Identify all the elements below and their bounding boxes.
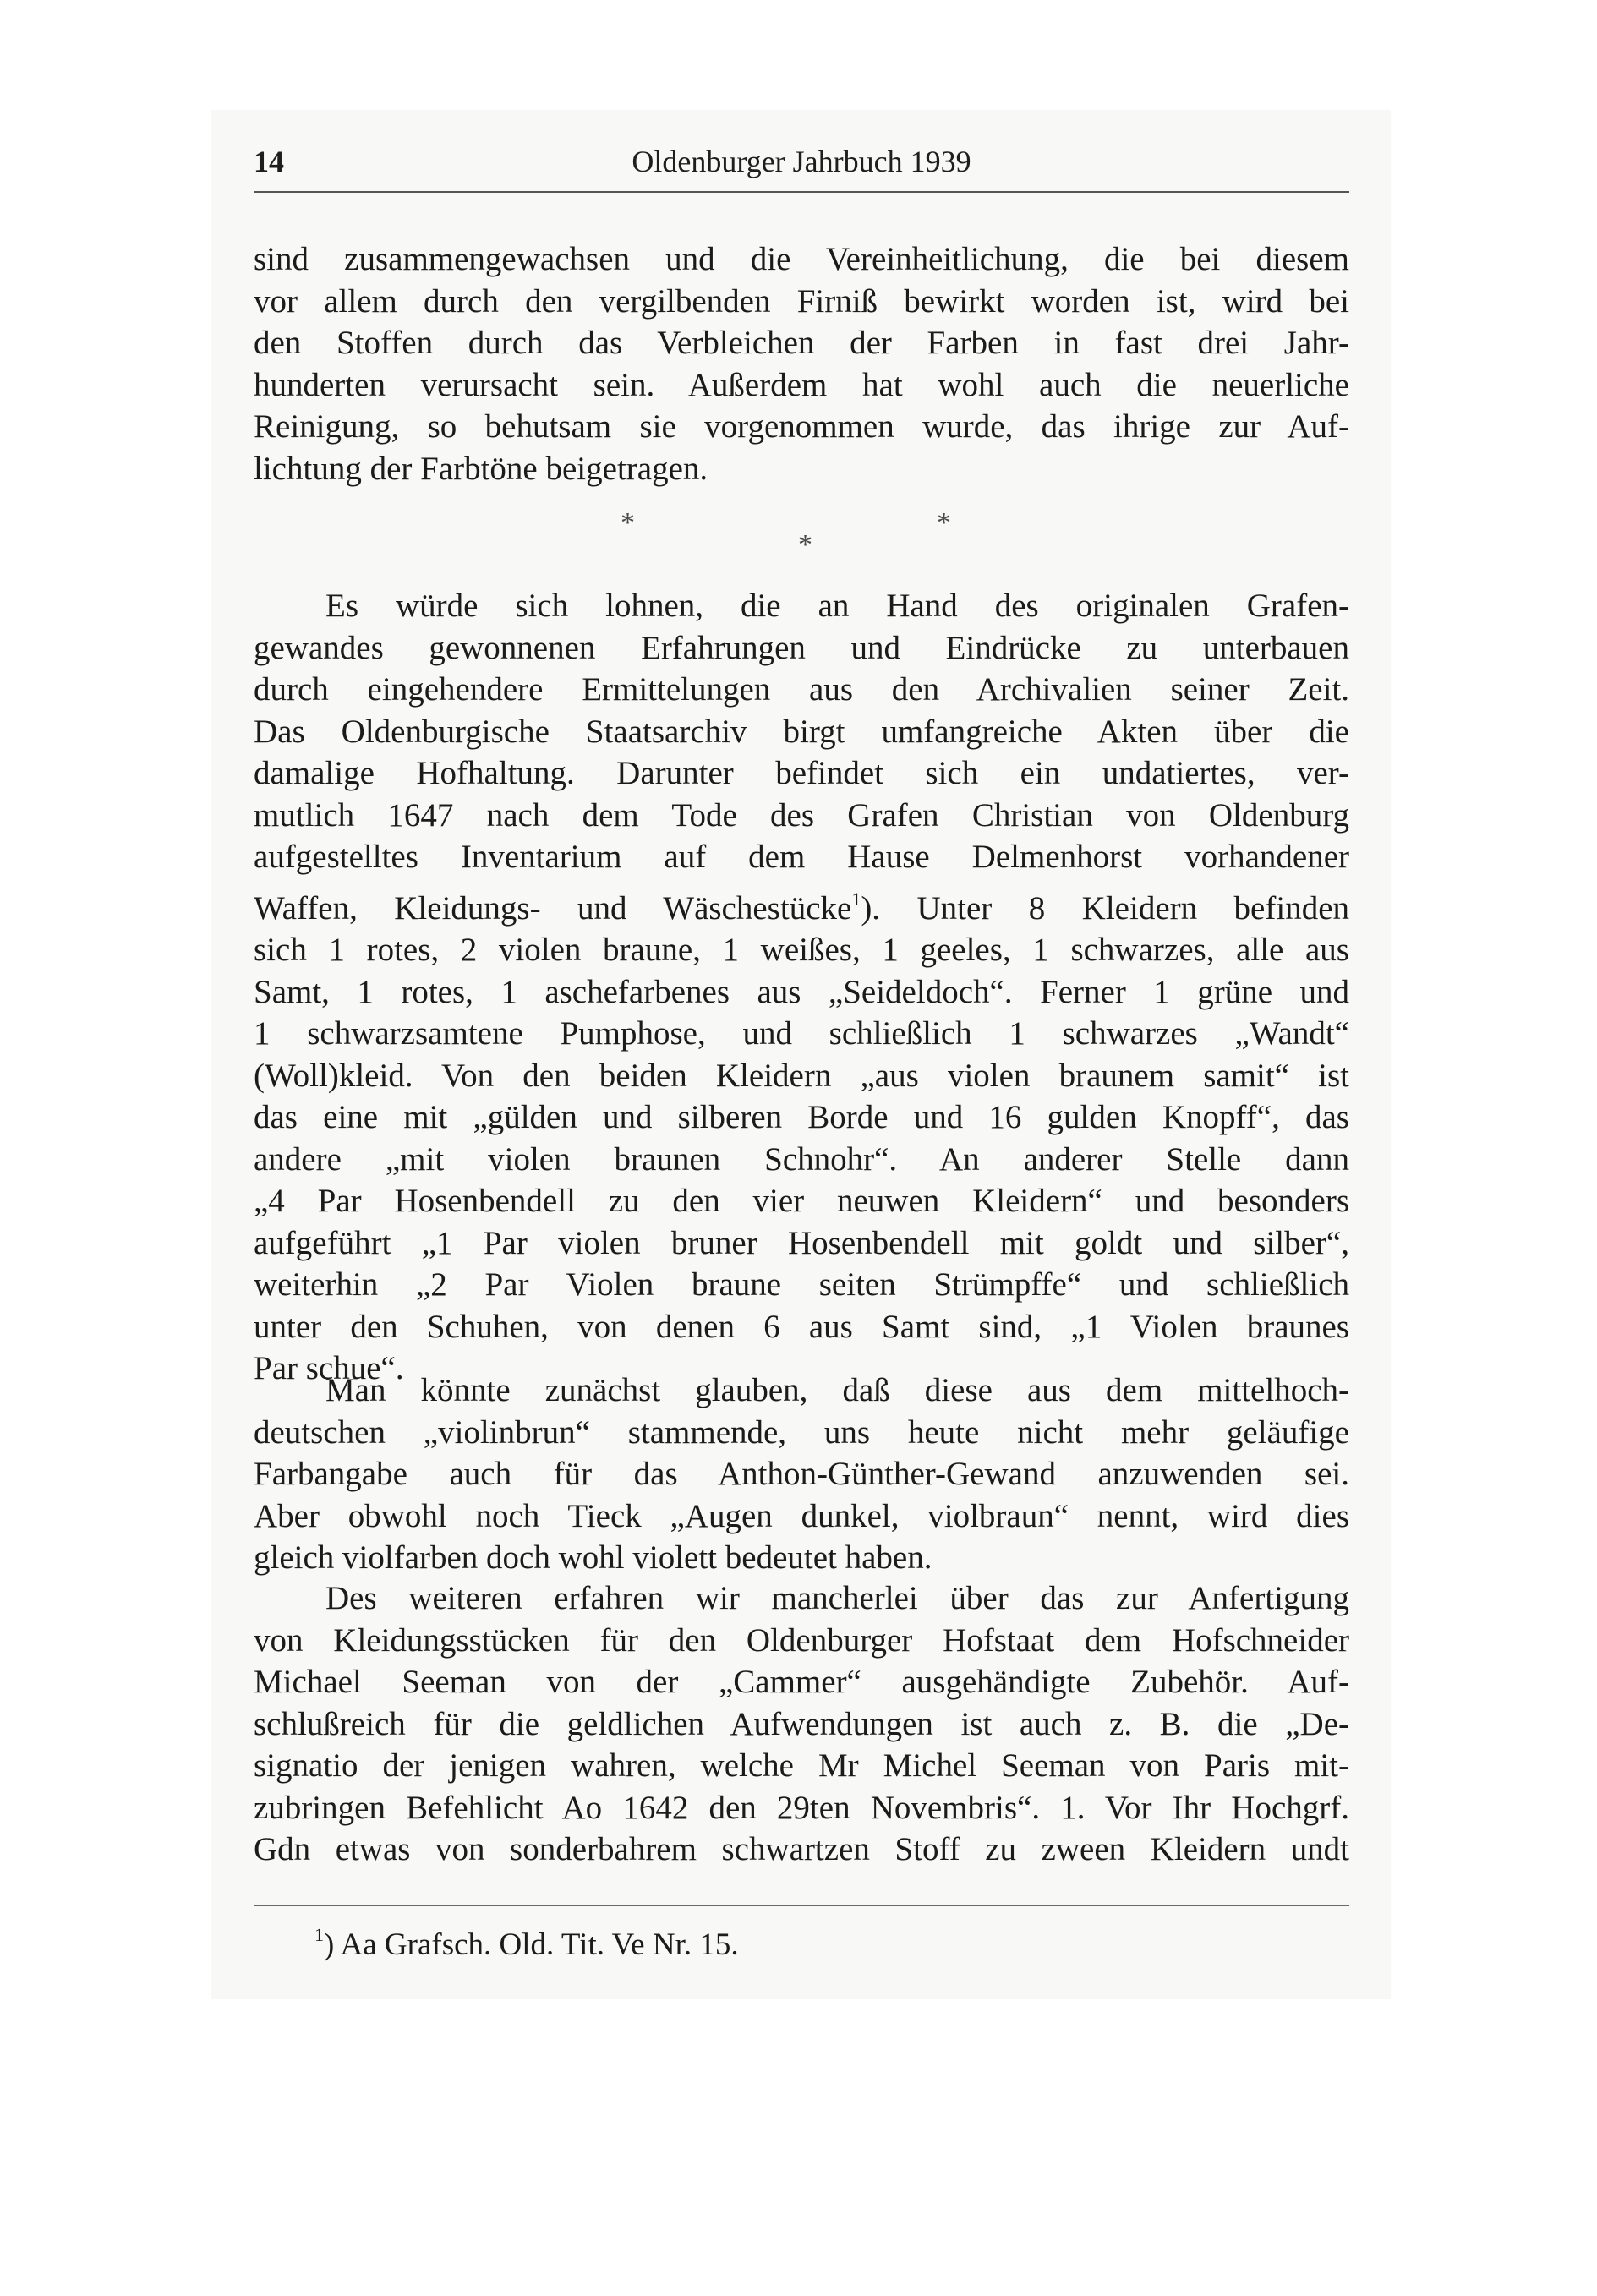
text-line: durch eingehendere Ermittelungen aus den Archivalien seiner Zeit. — [254, 671, 1349, 708]
text-line: zubringen Befehlicht Ao 1642 den 29ten Novembris“. 1. Vor Ihr Hochgrf. — [254, 1789, 1349, 1826]
text-line: 1 schwarzsamtene Pumphose, und schließlich 1 schwarzes „Wandt“ — [254, 1015, 1349, 1052]
paragraph-4 — [254, 1577, 1349, 1871]
text-line: vor allem durch den vergilbenden Firniß bewirkt worden ist, wird bei — [254, 282, 1349, 320]
text-line: Michael Seeman von der „Cammer“ ausgehändigte Zubehör. Auf- — [254, 1664, 1349, 1700]
text-line: damalige Hofhaltung. Darunter befindet sich ein undatiertes, ver- — [254, 755, 1349, 791]
text-segment: Waffen, Kleidungs- und Wäschestücke — [254, 889, 852, 927]
header-rule — [254, 191, 1349, 193]
text-line: lichtung der Farbtöne beigetragen. — [254, 450, 708, 487]
text-line: gleich violfarben doch wohl violett bedeutet haben. — [254, 1539, 932, 1576]
text-line: Farbangabe auch für das Anthon-Günther-Gewand anzuwenden sei. — [254, 1456, 1349, 1492]
paragraph-1 — [254, 238, 1349, 489]
text-line: Des weiteren erfahren wir mancherlei über das zur Anfertigung — [325, 1580, 1349, 1616]
page-header — [254, 144, 1349, 194]
running-title: Oldenburger Jahrbuch 1939 — [632, 145, 971, 178]
text-line: sich 1 rotes, 2 violen braune, 1 weißes, 1 geeles, 1 schwarzes, alle aus — [254, 932, 1349, 968]
footnote-rule — [254, 1905, 1349, 1906]
text-line: weiterhin „2 Par Violen braune seiten Strümpffe“ und schließlich — [254, 1266, 1349, 1303]
text-line: Gdn etwas von sonderbahrem schwartzen Stoff zu zween Kleidern undt — [254, 1831, 1349, 1867]
text-line: Samt, 1 rotes, 1 aschefarbenes aus „Seideldoch“. Ferner 1 grüne und — [254, 973, 1349, 1010]
text-line: sind zusammengewachsen und die Vereinheitlichung, die bei diesem — [254, 241, 1349, 277]
text-line: „4 Par Hosenbendell zu den vier neuwen Kleidern“ und besonders — [254, 1183, 1349, 1219]
text-line: Man könnte zunächst glauben, daß diese aus dem mittelhoch- — [325, 1372, 1349, 1408]
text-line: aufgestelltes Inventarium auf dem Hause Delmenhorst vorhandener — [254, 839, 1349, 875]
footnote-reference: 1 — [851, 888, 861, 910]
text-line: unter den Schuhen, von denen 6 aus Samt sind, „1 Violen braunes — [254, 1308, 1349, 1345]
text-line: Par schue“. — [254, 1350, 404, 1386]
page-number: 14 — [254, 145, 284, 178]
text-line: gewandes gewonnenen Erfahrungen und Eindrücke zu unterbauen — [254, 629, 1349, 666]
text-line: mutlich 1647 nach dem Tode des Grafen Christian von Oldenburg — [254, 796, 1349, 834]
paragraph-2 — [254, 585, 1349, 1390]
text-line: (Woll)kleid. Von den beiden Kleidern „aus violen braunem samit“ ist — [254, 1057, 1349, 1094]
text-line: von Kleidungsstücken für den Oldenburger Hofstaat dem Hofschneider — [254, 1621, 1349, 1659]
text-line: signatio der jenigen wahren, welche Mr Michel Seeman von Paris mit- — [254, 1747, 1349, 1784]
footnote — [314, 1924, 739, 1963]
text-line: den Stoffen durch das Verbleichen der Farben in fast drei Jahr- — [254, 325, 1349, 361]
text-line: Es würde sich lohnen, die an Hand des originalen Grafen- — [325, 588, 1349, 624]
text-line: schlußreich für die geldlichen Aufwendungen ist auch z. B. die „De- — [254, 1705, 1349, 1742]
paragraph-3 — [254, 1369, 1349, 1579]
section-separator-star: * — [621, 507, 635, 538]
text-line: andere „mit violen braunen Schnohr“. An anderer Stelle dann — [254, 1140, 1349, 1178]
text-line — [254, 878, 1349, 930]
footnote-marker: 1 — [314, 1924, 324, 1945]
text-line: Aber obwohl noch Tieck „Augen dunkel, violbraun“ nennt, wird dies — [254, 1497, 1349, 1534]
text-line: hunderten verursacht sein. Außerdem hat wohl auch die neuerliche — [254, 366, 1349, 403]
text-line: deutschen „violinbrun“ stammende, uns heute nicht mehr geläufige — [254, 1413, 1349, 1451]
text-line: aufgeführt „1 Par violen bruner Hosenbendell mit goldt und silber“, — [254, 1224, 1349, 1261]
text-line: Das Oldenburgische Staatsarchiv birgt umfangreiche Akten über die — [254, 713, 1349, 750]
section-separator-star: * — [937, 507, 951, 538]
text-segment: ). Unter 8 Kleidern befinden — [861, 889, 1350, 927]
footnote-text: ) Aa Grafsch. Old. Tit. Ve Nr. 15. — [324, 1927, 739, 1962]
section-separator-star: * — [798, 529, 812, 560]
text-line: Reinigung, so behutsam sie vorgenommen wurde, das ihrige zur Auf- — [254, 408, 1349, 445]
text-line: das eine mit „gülden und silberen Borde und 16 gulden Knopff“, das — [254, 1099, 1349, 1135]
